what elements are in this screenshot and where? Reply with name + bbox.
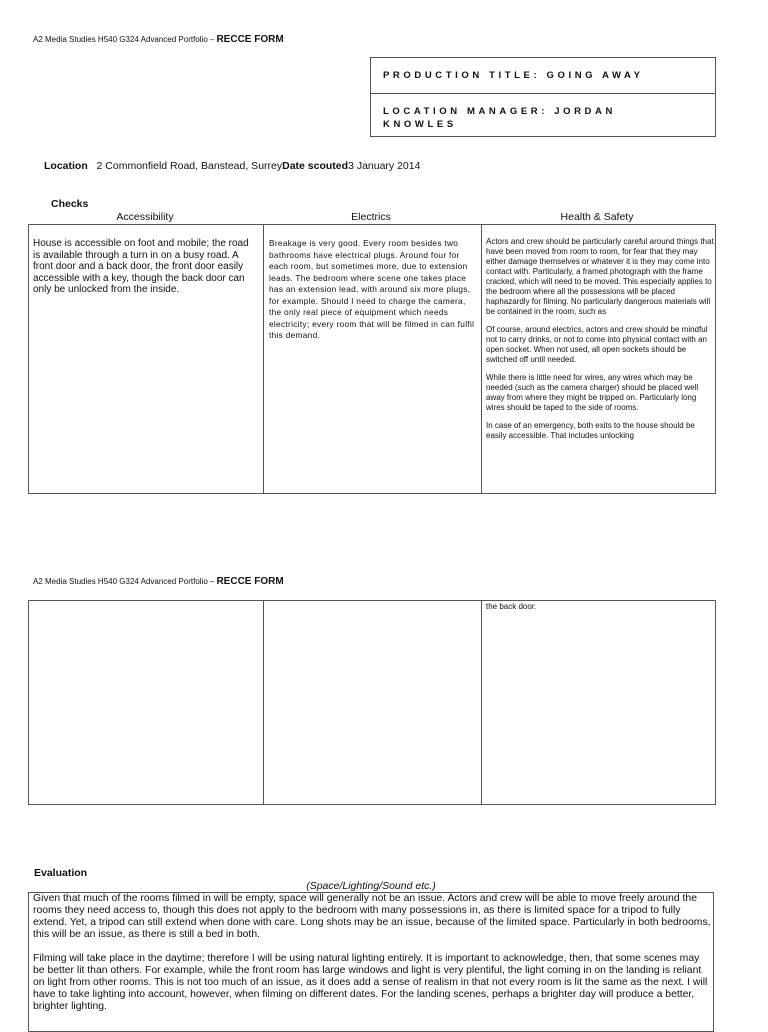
evaluation-paragraph: Filming will take place in the daytime; therefore I will be using natural lighting entirely. It is important to acknowledge, then, that some scenes may be better lit than others. For example, while the front room has large windows and light is very plentiful, the light coming in on the landing is reliant on light from other rooms. This is not too much of an issue, as it does add a sense of realism in that not every room is lit the same as the next. I will have to take lighting into account, however, when filming on different dates. For the landing scenes, perhaps a brighter day will produce a better, brighter lighting.: [33, 953, 708, 1012]
location-manager: LOCATION MANAGER: JORDAN KNOWLES: [383, 106, 616, 130]
header-prefix: A2 Media Studies H540 G324 Advanced Portfolio –: [33, 577, 215, 586]
production-title: PRODUCTION TITLE: GOING AWAY: [383, 70, 644, 81]
location-line: [44, 160, 420, 172]
date-scouted-value: 3 January 2014: [348, 160, 421, 172]
electrics-cell: [263, 601, 481, 804]
health-safety-paragraph: While there is little need for wires, any wires which may be needed (such as the camera charger) should be placed well away from where they might be tripped on. Particularly long wires should be taped to the side of rooms.: [486, 373, 699, 412]
column-header-accessibility: Accessibility: [116, 211, 174, 223]
evaluation-label: Evaluation: [34, 867, 88, 879]
production-title-box: [370, 57, 716, 137]
evaluation-text: [33, 893, 713, 1025]
electrics-text: Breakage is very good. Every room besides two bathrooms have electrical plugs. Around four for each room, but sometimes more, due to extension leads. The bedroom where scene one takes place has an extension lead, with around six more plugs, for example. Should I need to charge the camera, the only real piece of equipment which needs electricity; every room that will be filmed in can fulfil this demand.: [269, 238, 475, 340]
evaluation-paragraph: Given that much of the rooms filmed in will be empty, space will generally not be an issue. Actors and crew will be able to move freely around the rooms they need access to, though this does not apply to the bedroom with many possessions in, as there is limited space for a tripod to fully extend. Yet, a tripod can still extend when done with care. Long shots may be an issue, because of the limited space. Particularly in both bedrooms, this will be an issue, as there is still a bed in both.: [33, 893, 711, 940]
accessibility-text: House is accessible on foot and mobile; the road is available through a turn in on a busy road. A front door and a back door, the front door easily accessible with a key, though the back door can only be unlocked from the inside.: [33, 238, 249, 295]
page-header: [33, 34, 284, 45]
accessibility-cell: [29, 225, 263, 493]
location-manager-row: [371, 95, 715, 135]
health-safety-paragraph: Of course, around electrics, actors and crew should be mindful not to carry drinks, or not to come into physical contact with an open socket. When not used, all open sockets should be switched off until needed.: [486, 325, 708, 364]
health-safety-text: [486, 237, 714, 491]
location-value: 2 Commonfield Road, Banstead, Surrey: [96, 160, 283, 172]
health-safety-cell: [481, 601, 715, 804]
page-header: [33, 576, 284, 587]
health-safety-paragraph: Actors and crew should be particularly careful around things that have been moved from room to room, for fear that they may either damage themselves or whatever it is they may come into contact with. Particularly, a framed photograph with the frame cracked, which will need to be moved. This especially applies to the bedroom where all the possessions will be placed haphazardly for filming. No particularly dangerous materials will be contained in the room, such as: [486, 237, 714, 316]
header-prefix: A2 Media Studies H540 G324 Advanced Portfolio –: [33, 35, 215, 44]
evaluation-box: [28, 892, 714, 1032]
location-label: Location: [44, 160, 88, 172]
header-form-title: RECCE FORM: [216, 34, 284, 45]
health-safety-paragraph: In case of an emergency, both exits to the house should be easily accessible. That includes unlocking: [486, 421, 695, 440]
electrics-cell: [263, 225, 481, 493]
column-header-health-safety: Health & Safety: [560, 211, 634, 223]
checks-table: [28, 224, 716, 494]
checks-label: Checks: [51, 198, 89, 210]
accessibility-cell: [29, 601, 263, 804]
evaluation-subtitle: (Space/Lighting/Sound etc.): [306, 880, 436, 892]
column-header-electrics: Electrics: [351, 211, 391, 223]
health-safety-continued-text: the back door.: [486, 602, 537, 611]
health-safety-cell: [481, 225, 715, 493]
header-form-title: RECCE FORM: [216, 576, 284, 587]
checks-table-continued: [28, 600, 716, 805]
production-title-row: [371, 58, 715, 94]
date-scouted-label: Date scouted: [282, 160, 349, 172]
